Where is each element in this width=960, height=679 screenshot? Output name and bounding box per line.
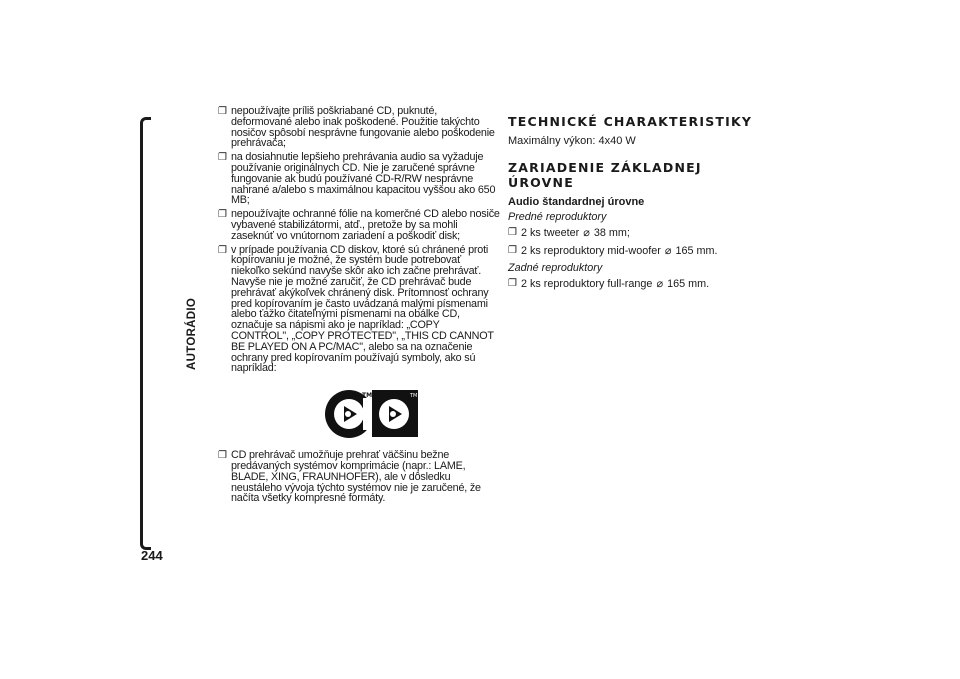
list-item: ❐ nepoužívajte ochranné fólie na komerčné CD alebo nosiče vybavené stabilizátormi, atď., pretože by sa mohli zaseknúť vo vnútornom zariadení a poškodiť disk; bbox=[218, 208, 500, 242]
tech-specs-heading: TECHNICKÉ CHARAKTERISTIKY bbox=[508, 114, 753, 129]
checkbox-bullet-icon: ❐ bbox=[218, 152, 227, 164]
tm-mark-2: TM bbox=[410, 393, 418, 400]
list-item: ❐ CD prehrávač umožňuje prehrať väčšinu bežne predávaných systémov komprimácie (napr.: LAME, BLADE, XING, FRAUNHOFER), ale v dôsledku neustáleho vývoja týchto systémov nie je zaručené, že načíta všetky kompresné formáty. bbox=[218, 449, 481, 505]
checkbox-bullet-icon: ❐ bbox=[218, 106, 227, 117]
tm-mark-1: TM bbox=[362, 392, 373, 400]
audio-subheading: Audio štandardnej úrovne bbox=[508, 196, 645, 208]
section-label: AUTORÁDIO bbox=[186, 297, 198, 370]
diameter-icon: ⌀ bbox=[664, 245, 672, 257]
checkbox-bullet-icon: ❐ bbox=[508, 278, 517, 289]
max-power-text: Maximálny výkon: 4x40 W bbox=[508, 135, 636, 147]
front-speakers-label: Predné reproduktory bbox=[508, 211, 607, 223]
list-item: ❐ nepoužívajte príliš poškriabané CD, puknuté, deformované alebo inak poškodené. Použitie takýchto nosičov spôsobí nesprávne fungovanie alebo poškodenie prehrávača; bbox=[218, 105, 495, 150]
diameter-icon: ⌀ bbox=[656, 278, 664, 290]
equipment-heading: ZARIADENIE ZÁKLADNEJ ÚROVNE bbox=[508, 160, 702, 190]
list-item: ❐ v prípade používania CD diskov, ktoré sú chránené proti kopírovaniu je možné, že systém bude potrebovať niekoľko sekúnd navyše skôr ako ich začne prehrávať. Navyše nie je možné zaručiť, že CD prehrávač bude prehrávať akýkoľvek chránený disk. Prítomnosť ochrany pred kopírovaním je často uvádzaná malými písmenami alebo ťažko čitateľnými písmenami na obálke CD, označuje sa nápismi ako je napríklad: „COPY CONTROL", „COPY PROTECTED", „THIS CD CANNOT BE PLAYED ON A PC/MAC", alebo sa na označenie ochrany pred kopírovaním používajú symboly, ako sú napríklad: bbox=[218, 243, 494, 375]
right-column bbox=[508, 114, 758, 295]
list-item: ❐ 2 ks reproduktory full-range ⌀ 165 mm. bbox=[508, 278, 710, 290]
checkbox-bullet-icon: ❐ bbox=[218, 209, 227, 221]
left-column bbox=[218, 106, 500, 507]
rear-speakers-label: Zadné reproduktory bbox=[508, 262, 603, 274]
margin-bracket bbox=[140, 117, 151, 550]
diameter-icon: ⌀ bbox=[583, 227, 590, 239]
checkbox-bullet-icon: ❐ bbox=[508, 227, 517, 238]
copy-control-logo-icon bbox=[322, 388, 420, 438]
list-item: ❐ na dosiahnutie lepšieho prehrávania audio sa vyžaduje používanie originálnych CD. Nie je zaručené správne fungovanie ak budú používané CD-R/RW nesprávne nahrané a/alebo s maximálnou kapacitou vyššou ako 650 MB; bbox=[218, 151, 496, 207]
page-number: 244 bbox=[141, 548, 163, 563]
checkbox-bullet-icon: ❐ bbox=[218, 450, 227, 462]
checkbox-bullet-icon: ❐ bbox=[508, 245, 517, 256]
checkbox-bullet-icon: ❐ bbox=[218, 244, 227, 256]
list-item: ❐ 2 ks tweeter ⌀ 38 mm; bbox=[508, 227, 630, 239]
copy-protection-logos bbox=[218, 388, 500, 438]
list-item: ❐ 2 ks reproduktory mid-woofer ⌀ 165 mm. bbox=[508, 245, 718, 257]
